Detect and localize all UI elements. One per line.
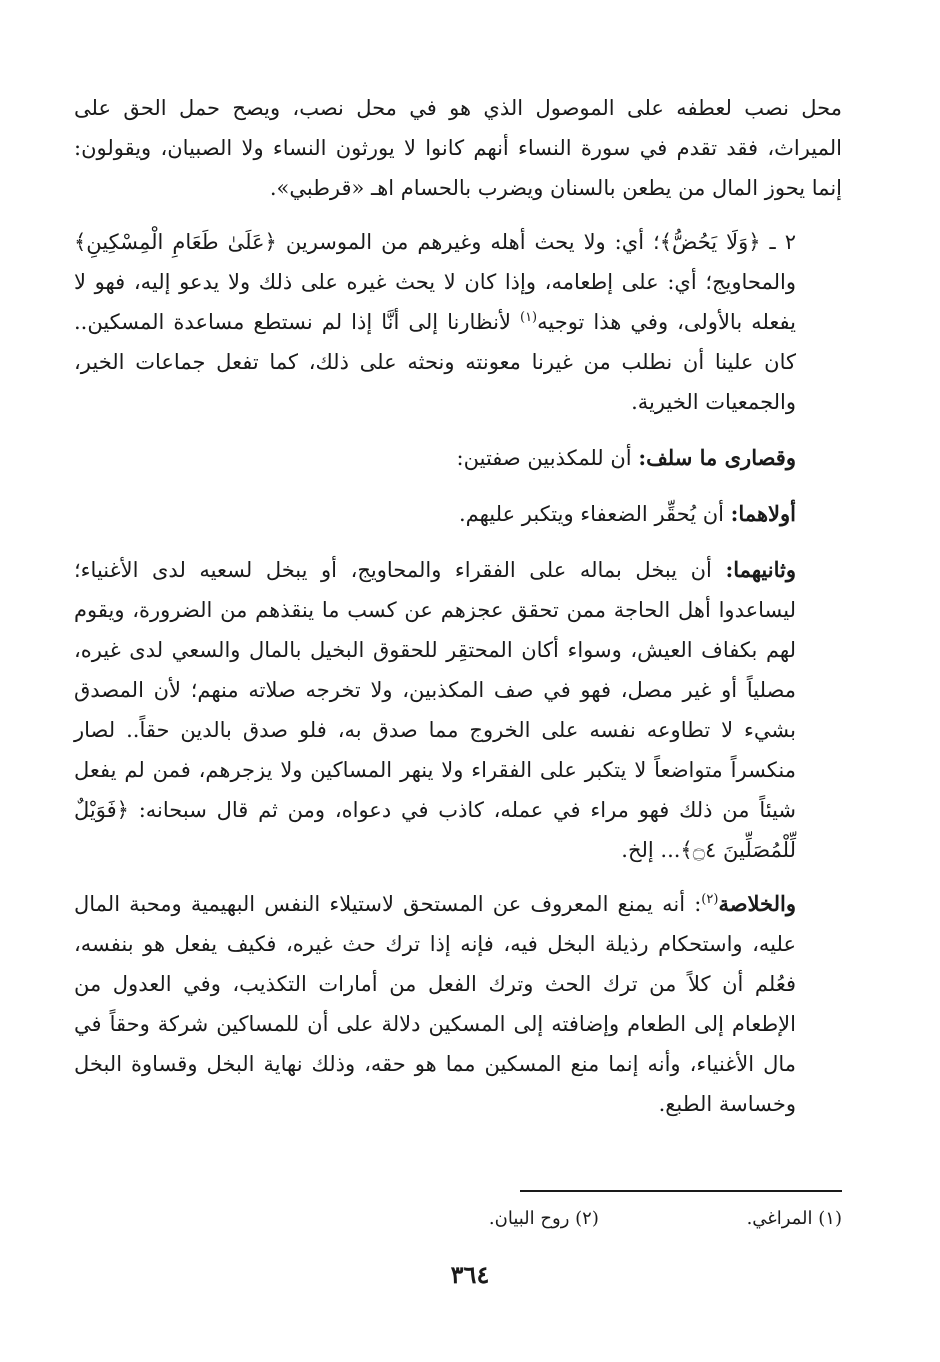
paragraph-3-text: أن للمكذبين صفتين:: [456, 446, 639, 470]
page-body: [74, 88, 842, 1124]
paragraph-5-text: أن يبخل بماله على الفقراء والمحاويج، أو يبخل لسعيه لدى الأغنياء؛ ليساعدوا أهل الحاجة ممن تحقق عجزهم عن كسب ما ينقذهم من الضرورة، ويقوم لهم بكفاف العيش، وسواء أكان المحتقِر للحقوق البخيل بالمال والسعي لدى غيره، مصلياً أو غير مصل، فهو في صف المكذبين، ولا تخرجه صلاته منهم؛ لأن المصدق بشيء لا تطاوعه نفسه على الخروج مما صدق به، فلو صدق بالدين حقاً.. لصار منكسراً متواضعاً لا يتكبر على الفقراء ولا ينهر المساكين ولا يزجرهم، فمن لم يفعل شيئاً من ذلك فهو مراء في عمله، كاذب في دعواه، ومن ثم قال سبحانه: ﴿فَوَيْلٌ لِّلْمُصَلِّينَ ۝٤﴾... إلخ.: [74, 558, 796, 862]
paragraph-2-rest: لأنظارنا إلى أنَّا إذا لم نستطع مساعدة المسكين.. كان علينا أن نطلب من غيرنا معونته ونحثه على ذلك، كما تفعل جماعات الخير، والجمعيات الخيرية.: [74, 310, 796, 414]
footnotes: [242, 1204, 842, 1234]
paragraph-6-rest: : أنه يمنع المعروف عن المستحق لاستيلاء النفس البهيمية ومحبة المال عليه، واستحكام رذيلة البخل فيه، فإنه إذا ترك حث غيره، فكيف يفعل هو بنفسه، فعُلم أن كلاً من ترك الحث وترك الفعل من أمارات التكذيب، وفي العدول من الإطعام إلى الطعام وإضافته إلى المسكين دلالة على أن للمساكين شركة وحقاً في مال الأغنياء، وأنه إنما منع المسكين مما هو حقه، وذلك نهاية البخل وقساوة البخل وخساسة الطبع.: [74, 892, 796, 1116]
paragraph-2-text: ٢ ـ ﴿وَلَا يَحُضُّ﴾؛ أي: ولا يحث أهله وغيرهم من الموسرين ﴿عَلَىٰ طَعَامِ الْمِسْكِينِ﴾ والمحاويج؛ أي: على إطعامه، وإذا كان لا يحث غيره على ذلك ولا يدعو إليه، فهو لا يفعله بالأولى، وفي هذا توجيه: [74, 230, 797, 334]
paragraph-3-lead: وقصارى ما سلف:: [638, 445, 796, 470]
paragraph-6-lead: والخلاصة: [718, 891, 796, 916]
paragraph-5: [74, 550, 842, 870]
footnote-ref-2: (٢): [701, 892, 719, 907]
footnote-1: (١) المراغي.: [746, 1208, 842, 1229]
footnote-ref-1: (١): [519, 310, 538, 325]
paragraph-2: [74, 222, 842, 422]
paragraph-1-text: محل نصب لعطفه على الموصول الذي هو في محل نصب، ويصح حمل الحق على الميراث، فقد تقدم في سورة النساء أنهم كانوا لا يورثون النساء ولا الصبيان، ويقولون: إنما يحوز المال من يطعن بالسنان ويضرب بالحسام اهـ «قرطبي».: [74, 96, 842, 200]
paragraph-4-text: أن يُحقِّر الضعفاء ويتكبر عليهم.: [458, 502, 731, 526]
paragraph-1: [74, 88, 842, 208]
paragraph-3: [74, 438, 842, 478]
footnote-2: (٢) روح البيان.: [488, 1208, 599, 1229]
footnote-divider: [520, 1190, 842, 1192]
paragraph-5-lead: وثانيهما:: [725, 557, 796, 582]
paragraph-6: [74, 884, 842, 1124]
page-number: ٣٦٤: [450, 1260, 490, 1289]
paragraph-4-lead: أولاهما:: [730, 501, 796, 526]
paragraph-4: [74, 494, 842, 534]
